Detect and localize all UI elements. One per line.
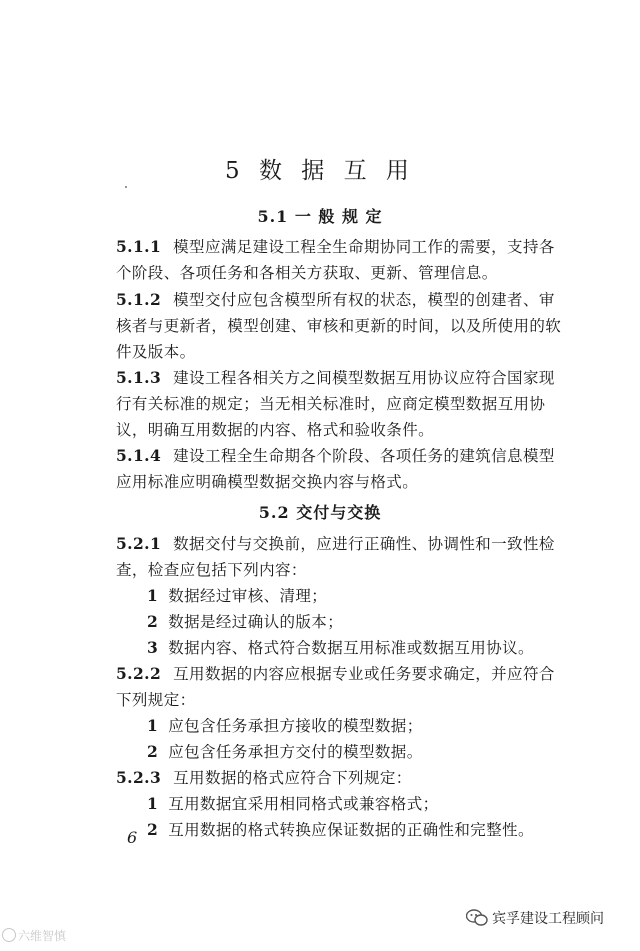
wechat-icon xyxy=(466,909,488,927)
clause-5-1-1 xyxy=(116,235,555,259)
clause-number: 5.1.3 xyxy=(116,368,162,387)
clause-5-1-4 xyxy=(116,444,555,468)
clause-number: 5.2.2 xyxy=(116,664,162,683)
clause-text-line: 应用标准应明确模型数据交换内容与格式。 xyxy=(116,473,419,491)
clause-number: 5.1.2 xyxy=(116,290,162,309)
section-title: 5.1 一 般 规 定 xyxy=(257,207,383,226)
clause-5-1-3 xyxy=(116,366,555,390)
clause-text: 模型应满足建设工程全生命期协同工作的需要，支持各 xyxy=(173,238,555,256)
item-number: 1 xyxy=(147,794,159,813)
item-number: 1 xyxy=(147,716,159,735)
clause-text: 互用数据的内容应根据专业或任务要求确定，并应符合 xyxy=(173,665,555,683)
item-text: 数据内容、格式符合数据互用标准或数据互用协议。 xyxy=(168,639,534,657)
clause-text-line: 核者与更新者，模型创建、审核和更新的时间，以及所使用的软 xyxy=(116,317,562,335)
list-item xyxy=(147,818,534,842)
clause-5-2-1 xyxy=(116,532,555,556)
item-text: 互用数据宜采用相同格式或兼容格式； xyxy=(168,795,439,813)
watermark-right xyxy=(466,908,604,928)
list-item xyxy=(147,714,423,738)
clause-text-line: 下列规定： xyxy=(116,691,196,709)
item-text: 应包含任务承担方接收的模型数据； xyxy=(168,717,423,735)
item-number: 2 xyxy=(147,612,159,631)
section-title: 5.2 交付与交换 xyxy=(258,503,382,522)
clause-5-2-3 xyxy=(116,766,412,790)
list-item xyxy=(147,636,534,660)
item-number: 2 xyxy=(147,820,159,839)
item-text: 数据是经过确认的版本； xyxy=(168,613,344,631)
item-text: 互用数据的格式转换应保证数据的正确性和完整性。 xyxy=(168,821,534,839)
watermark-left-text: 六维智慎 xyxy=(18,929,67,943)
watermark-left xyxy=(2,927,66,944)
clause-text: 模型交付应包含模型所有权的状态，模型的创建者、审 xyxy=(173,291,555,309)
clause-5-2-2 xyxy=(116,662,555,686)
clause-number: 5.2.3 xyxy=(116,768,162,787)
clause-text: 数据交付与交换前，应进行正确性、协调性和一致性检 xyxy=(173,535,555,553)
clause-text: 建设工程各相关方之间模型数据互用协议应符合国家现 xyxy=(173,369,555,387)
item-text: 应包含任务承担方交付的模型数据。 xyxy=(168,743,423,761)
clause-text: 建设工程全生命期各个阶段、各项任务的建筑信息模型 xyxy=(173,447,555,465)
clause-text-line: 行有关标准的规定；当无相关标准时，应商定模型数据互用协 xyxy=(116,395,546,413)
clause-text-line: 查，检查应包括下列内容： xyxy=(116,561,307,579)
item-number: 2 xyxy=(147,742,159,761)
item-text: 数据经过审核、清理； xyxy=(168,587,328,605)
chapter-title: 5 数 据 互 用 xyxy=(225,158,415,184)
clause-number: 5.2.1 xyxy=(116,534,162,553)
clause-text-line: 个阶段、各项任务和各相关方获取、更新、管理信息。 xyxy=(116,264,498,282)
item-number: 3 xyxy=(147,638,159,657)
scan-speck xyxy=(125,186,127,188)
list-item xyxy=(147,740,423,764)
item-number: 1 xyxy=(147,586,159,605)
watermark-logo-icon xyxy=(2,928,16,942)
page-number: 6 xyxy=(127,828,138,847)
clause-5-1-2 xyxy=(116,288,555,312)
list-item xyxy=(147,610,343,634)
list-item xyxy=(147,584,327,608)
list-item xyxy=(147,792,439,816)
clause-text: 互用数据的格式应符合下列规定： xyxy=(173,769,412,787)
clause-number: 5.1.4 xyxy=(116,446,162,465)
clause-number: 5.1.1 xyxy=(116,237,162,256)
clause-text-line: 议，明确互用数据的内容、格式和验收条件。 xyxy=(116,421,435,439)
clause-text-line: 件及版本。 xyxy=(116,343,196,361)
watermark-right-text: 宾孚建设工程顾问 xyxy=(492,911,604,927)
